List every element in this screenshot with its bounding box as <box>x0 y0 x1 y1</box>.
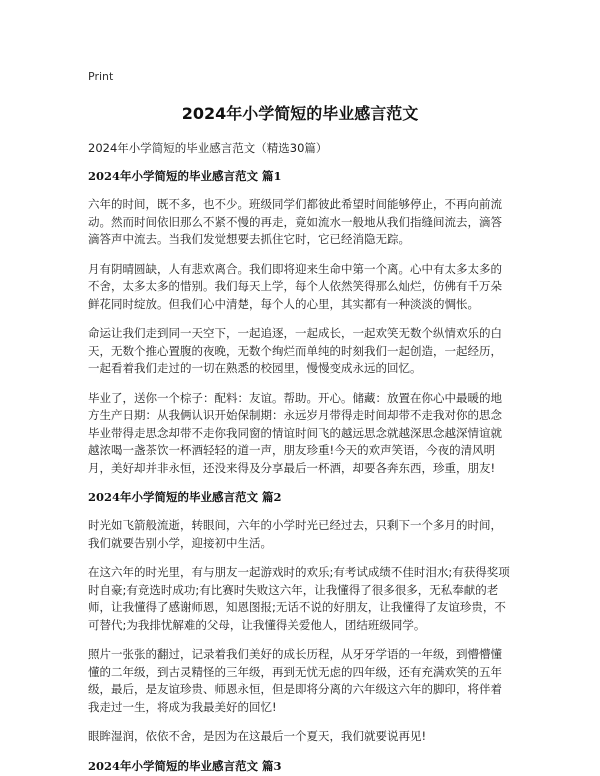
paragraph: 毕业了，送你一个棕子：配料：友谊。帮助。开心。储藏：放置在你心中最暖的地方生产日期：从我俩认识开始保制期：永远岁月带得走时间却带不走我对你的思念毕业带得走思念却带不走你我同窗的情谊时间飞的越远思念就越深思念越深情谊就越浓喝一盏茶饮一杯酒轻轻的道一声，朋友珍重!今天的欢声笑语，今夜的清风明月，美好却并非永恒，还没来得及分享最后一杯酒，却要各奔东西，珍重，朋友! <box>88 390 502 475</box>
paragraph: 照片一张张的翻过，记录着我们美好的成长历程，从牙牙学语的一年级，到懵懵懂懂的二年级，到古灵精怪的三年级，再到无忧无虑的四年级，还有充满欢笑的五年级，最后，是友谊珍贵、师恩永恒，但是即将分离的六年级这六年的脚印，将伴着我走过一生，将成为我最美好的回忆! <box>88 647 502 714</box>
document-subtitle: 2024年小学简短的毕业感言范文（精选30篇） <box>88 141 328 155</box>
paragraph: 在这六年的时光里，有与朋友一起游戏时的欢乐;有考试成绩不佳时泪水;有获得奖项时自豪;有竞选时成功;有比赛时失败这六年，让我懂得了很多很多，无私奉献的老师，让我懂得了感谢师恩，知恩图报;无话不说的好朋友，让我懂得了友谊珍贵，不可替代;为我排忧解难的父母，让我懂得关爱他人，团结班级同学。 <box>88 565 510 632</box>
section-heading-3: 2024年小学简短的毕业感言范文 篇3 <box>88 758 282 773</box>
section-heading-1: 2024年小学简短的毕业感言范文 篇1 <box>88 169 282 183</box>
paragraph: 六年的时间，既不多，也不少。班级同学们都彼此希望时间能够停止，不再向前流动。然而时间依旧那么不紧不慢的再走，竟如流水一般地从我们指缝间流去，滴答滴答声中流去。当我们发觉想要去抓住它时，它已经消隐无踪。 <box>88 197 502 246</box>
paragraph: 月有阴晴圆缺，人有悲欢离合。我们即将迎来生命中第一个离。心中有太多太多的不舍，太多太多的惜别。我们每天上学，每个人依然笑得那么灿烂，仿佛有千万朵鲜花同时绽放。但我们心中清楚，每个人的心里，其实都有一种淡淡的惆怅。 <box>88 261 502 311</box>
paragraph: 眼眸湿润，依依不舍，是因为在这最后一个夏天，我们就要说再见! <box>88 729 427 743</box>
section-heading-2: 2024年小学简短的毕业感言范文 篇2 <box>88 490 282 504</box>
paragraph: 命运让我们走到同一天空下，一起追逐，一起成长，一起欢笑无数个纵情欢乐的白天，无数个推心置腹的夜晚，无数个绚烂而单纯的时刻我们一起创造，一起经历，一起看着我们走过的一切在熟悉的校园里，慢慢变成永远的回忆。 <box>88 326 502 375</box>
paragraph: 时光如飞箭般流逝，转眼间，六年的小学时光已经过去，只剩下一个多月的时间，我们就要告别小学，迎接初中生活。 <box>88 518 502 550</box>
document-title: 2024年小学简短的毕业感言范文 <box>181 104 419 123</box>
print-link[interactable]: Print <box>88 70 114 83</box>
